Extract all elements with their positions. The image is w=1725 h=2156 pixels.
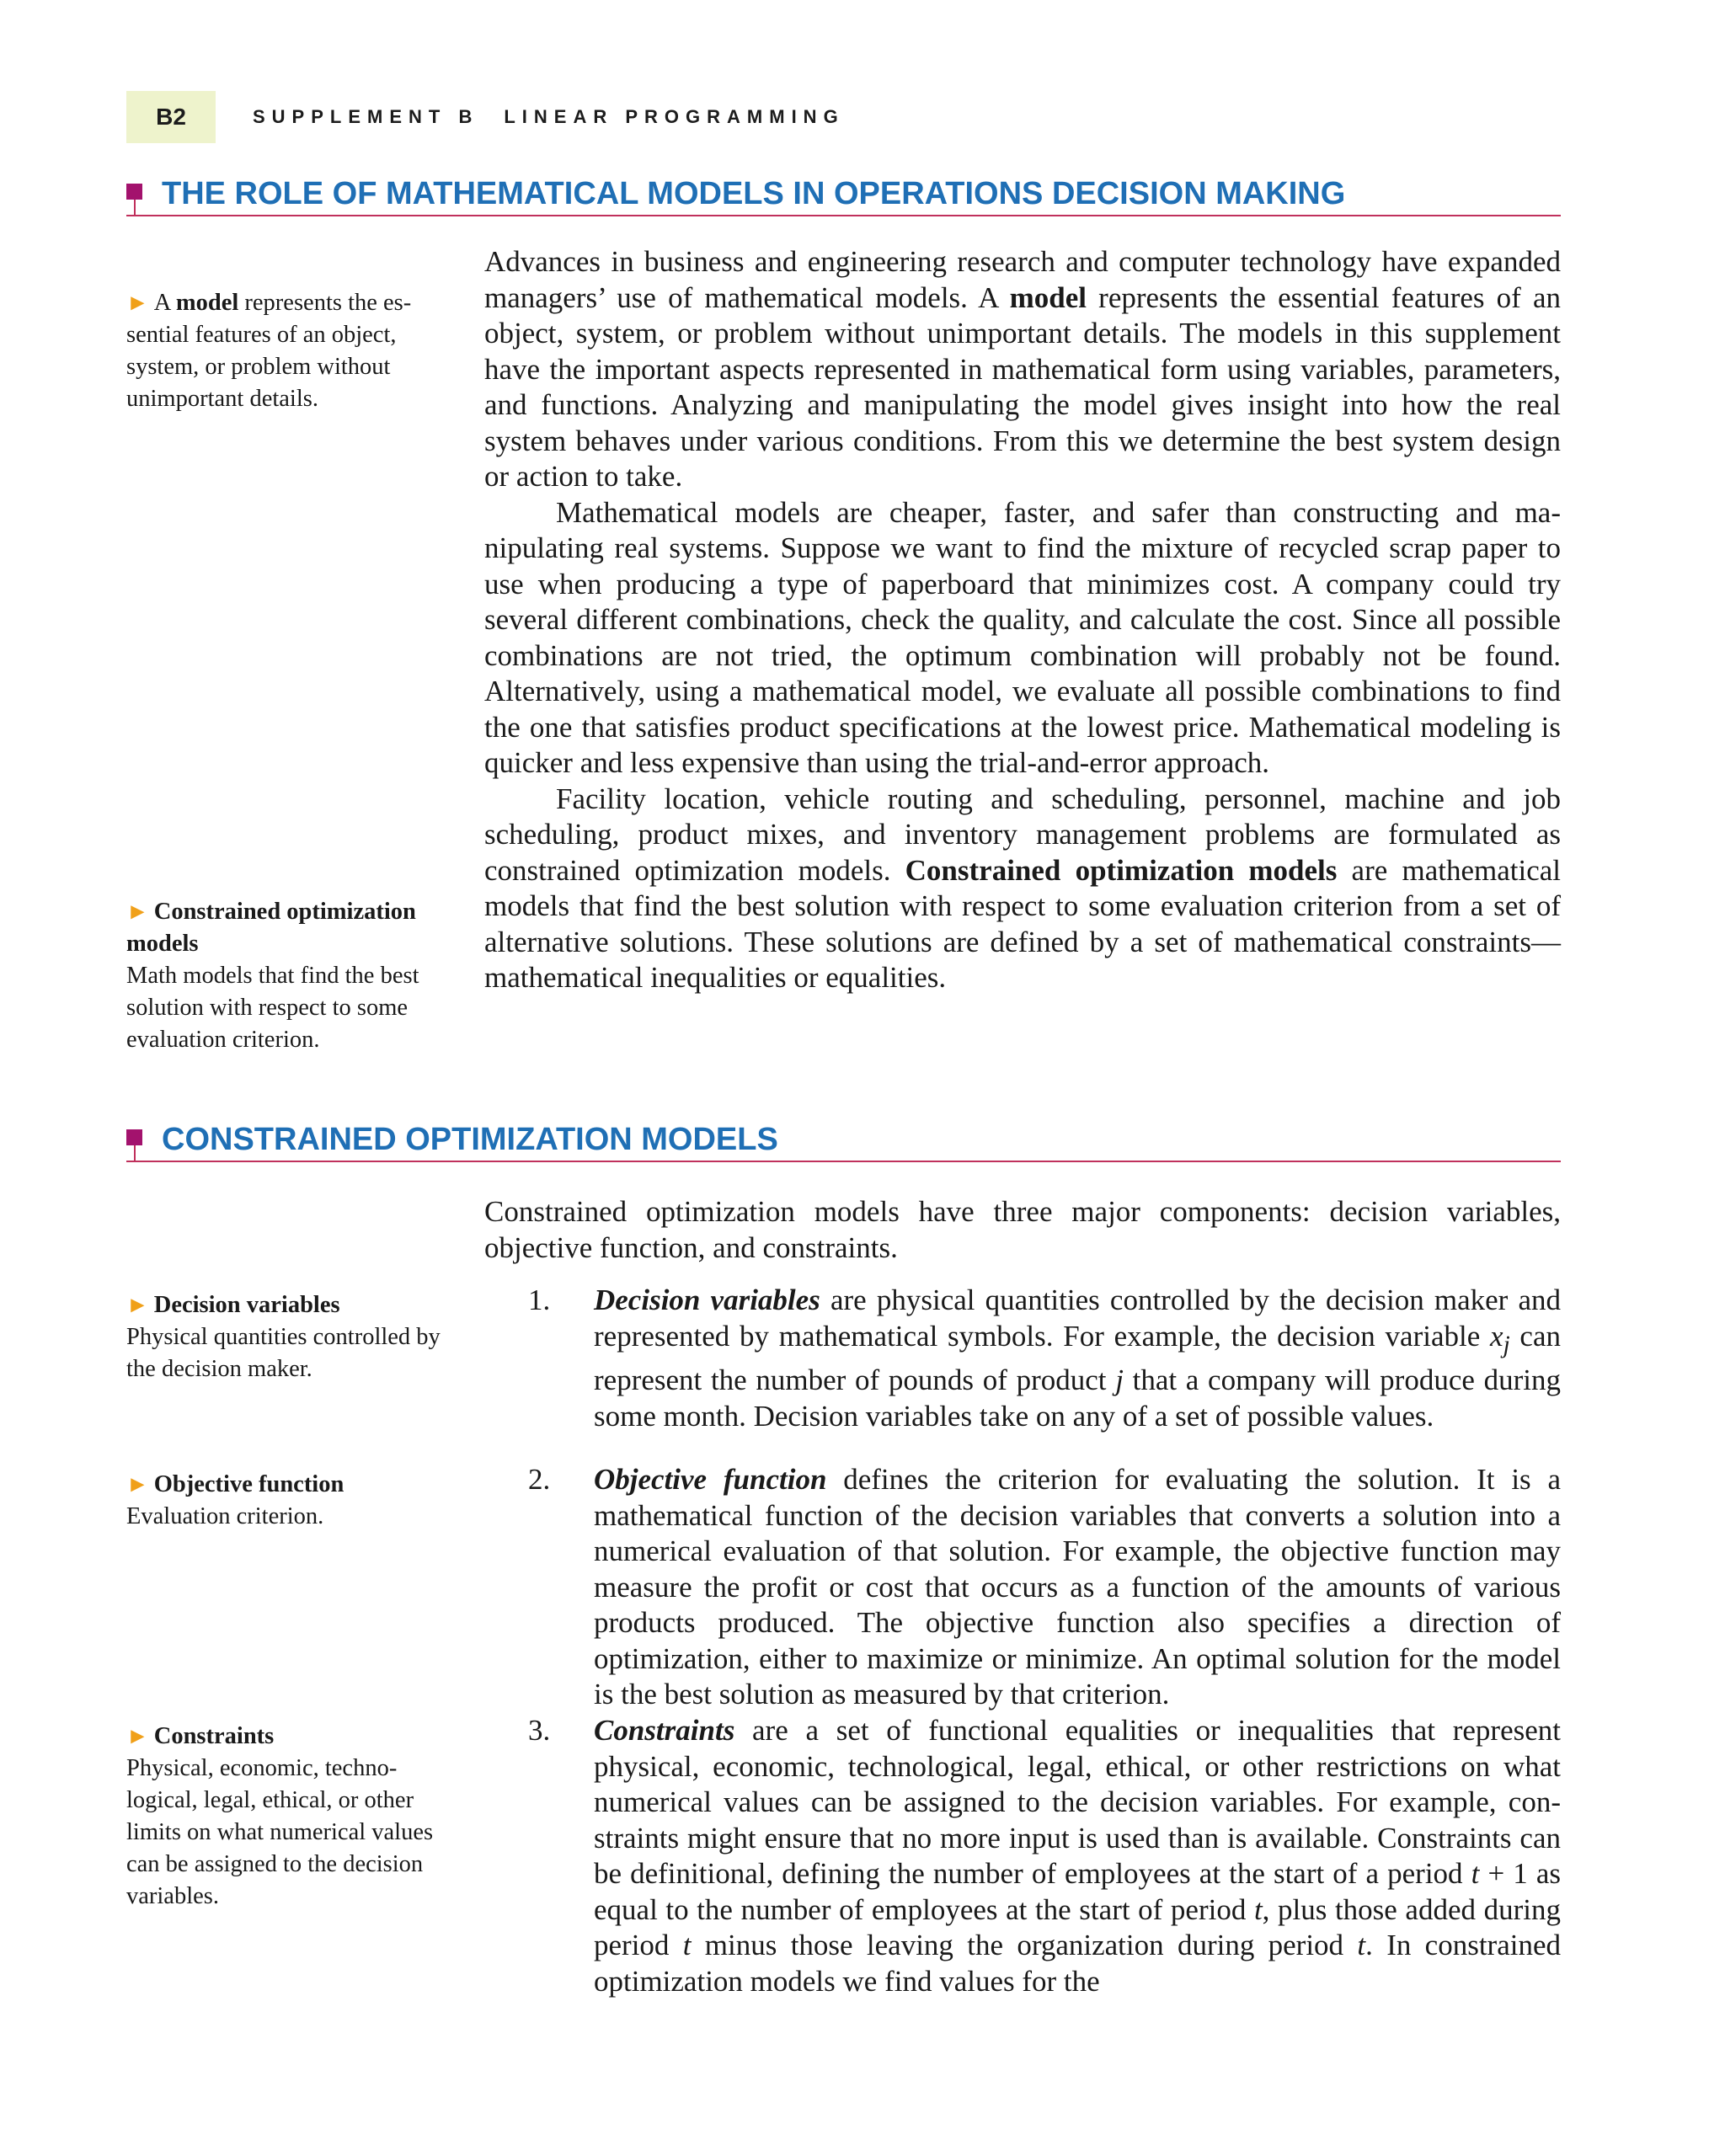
list-text: Constraints are a set of functional equalities or inequalities that represent physical, economic, technological, legal, ethical, or other restrictions on what numerical values can be assigned to the decision variables. For example, constraints might ensure that no more input is used than is available. Constraints can be definitional, defining the number of employees at the start of a period t + 1 as equal to the number of employees at the start of period t, plus those added during period t minus those leaving the organization during period t. In constrained optimization models we find values for the (594, 1714, 1562, 1998)
margin-term: Constrained optimization models (126, 899, 416, 957)
paragraph-3: Facility location, vehicle routing and scheduling, personnel, machine and job scheduling, product mixes, and inventory management problems are formulated as constrained optimization models. Constrained optimization models are mathematical models that find the best solution with respect to some evaluation criterion from a set of alternative solutions. These solutions are defined by a set of mathematical constraints—mathematical inequalities or equalities. (484, 782, 1561, 994)
triangle-marker-icon: ► (126, 899, 149, 924)
section-heading-1 (126, 173, 1561, 216)
list-number: 1. (528, 1283, 551, 1316)
heading-rule-stem (134, 1145, 136, 1162)
margin-definition: Math models that find the best solution with respect to some evaluation criterion. (126, 963, 419, 1053)
paragraph-1: Advances in business and engineering research and computer technology have expanded managers’ use of mathematical models. A model represents the essential features of an object, system, or problem without unimportant details. The models in this supplement have the important aspects represented in mathematical form using variables, parameters, and functions. Analyzing and manipulating the model gives insight into how the real system behaves under various conditions. From this we determine the best system design or action to take. (484, 245, 1561, 493)
margin-definition: Evaluation criterion. (126, 1503, 324, 1529)
page-number: B2 (126, 91, 216, 143)
margin-definition: Physical, economic, technological, legal, ethical, or other limits on what numerical values can be assigned to the decision variables. (126, 1755, 434, 1909)
page-header (126, 91, 1558, 141)
margin-note-constrained-optimization (126, 895, 446, 1056)
margin-note-objective-function (126, 1468, 446, 1533)
margin-term: Decision variables (153, 1292, 340, 1318)
margin-term: Objective function (153, 1471, 344, 1497)
triangle-marker-icon: ► (126, 1292, 149, 1317)
margin-definition: Physical quantities controlled by the decision maker. (126, 1324, 441, 1382)
square-bullet-icon (126, 1129, 142, 1145)
supplement-label: SUPPLEMENT B (253, 106, 479, 127)
list-text: Decision variables are physical quantities controlled by the decision maker and represented by mathematical symbols. For example, the decision variable $x_j$ can represent the number of pounds of product j that a company will produce during some month. Decision variables take on any of a set of possible values. (594, 1283, 1562, 1433)
section-title-2: CONSTRAINED OPTIMIZATION MODELS (162, 1122, 778, 1157)
paragraph-2: Mathematical models are cheaper, faster, and safer than constructing and manipulating real systems. Suppose we want to find the mixture of recycled scrap paper to use when producing a type of paperboard that minimizes cost. A company could try several different combinations, check the quality, and calculate the cost. Since all possible combinations are not tried, the optimum combination will probably not be found. Alternatively, using a mathematical model, we evaluate all possible combinations to find the one that satisfies product specifications at the lowest price. Mathematical modeling is quicker and less expensive than using the trial-and-error approach. (484, 495, 1561, 779)
section-title-1: THE ROLE OF MATHEMATICAL MODELS IN OPERATIONS DECISION MAKING (162, 176, 1346, 211)
section-1-body (484, 244, 1561, 996)
margin-note-model: ► A model represents the essential features of an object, system, or problem without unimportant details. (126, 290, 412, 412)
section-heading-2 (126, 1118, 1561, 1162)
square-bullet-icon (126, 184, 142, 200)
list-text: Objective function defines the criterion for evaluating the solution. It is a mathematical function of the decision variables that converts a solution into a numerical evaluation of that solution. For example, the objective function may measure the profit or cost that occurs as a function of the amounts of various products produced. The objective function also specifies a direction of optimization, either to maximize or minimize. An optimal solution for the model is the best solution as measured by that criterion. (594, 1463, 1562, 1710)
margin-note-constraints (126, 1720, 446, 1913)
triangle-marker-icon: ► (126, 1471, 149, 1497)
list-number: 2. (528, 1463, 551, 1496)
triangle-marker-icon: ► (126, 1723, 149, 1748)
triangle-marker-icon: ► (126, 290, 149, 315)
heading-rule-stem (134, 200, 136, 216)
chapter-label: LINEAR PROGRAMMING (504, 106, 845, 127)
list-number: 3. (528, 1714, 551, 1747)
margin-term: Constraints (153, 1723, 275, 1749)
margin-note-decision-variables (126, 1289, 446, 1385)
running-head (253, 91, 845, 143)
section-2-intro: Constrained optimization models have three major components: decision variables, objective function, and constraints. (484, 1195, 1561, 1264)
